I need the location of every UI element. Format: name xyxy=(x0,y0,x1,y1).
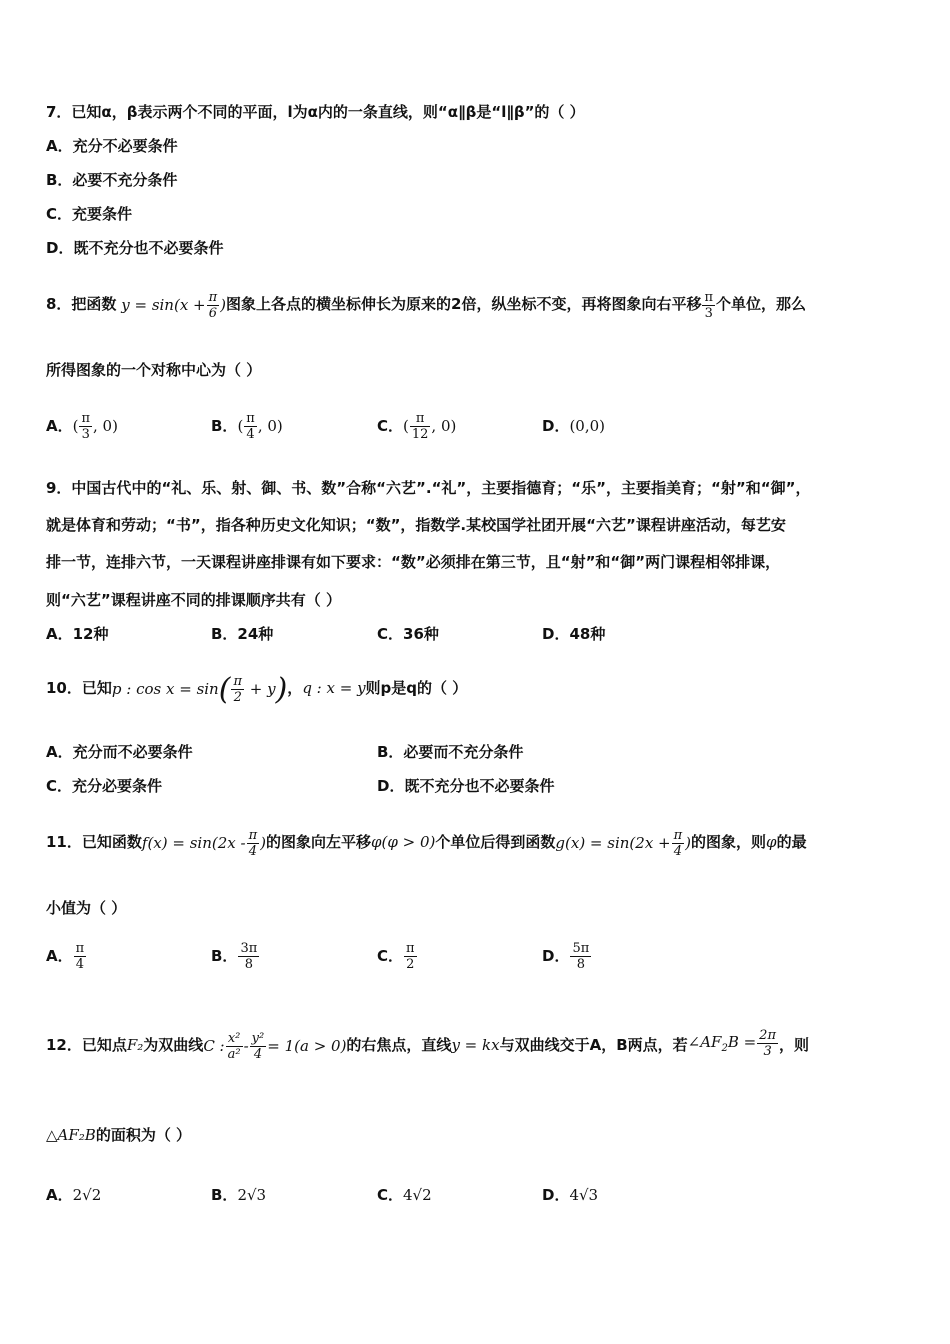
q8-text2: 个单位，那么 xyxy=(716,295,807,313)
q10-option-c[interactable]: C．充分必要条件 xyxy=(46,777,163,795)
q10-option-d[interactable]: D．既不充分也不必要条件 xyxy=(377,777,555,795)
q11-g: g(x) = sin(2x + $\frac{\pi}{4}$ ) xyxy=(555,828,692,859)
q12-curve: C : $\frac{\text{x²}}{\text{a²}}$ - $\frac{\text{y²}}{4}$ = 1(a > 0) xyxy=(203,1031,347,1062)
q9-option-d[interactable]: D．48种 xyxy=(542,625,606,643)
q9-line-4: 则“六艺”课程讲座不同的排课顺序共有（ ） xyxy=(46,591,341,609)
q8-shift: $\frac{\pi}{3}$ xyxy=(704,289,714,321)
q12-tri: △AF₂B xyxy=(46,1126,96,1144)
q8-stem xyxy=(46,284,806,325)
q12-f2: F₂ xyxy=(126,1036,144,1054)
q8-option-d[interactable]: D．(0,0) xyxy=(542,417,606,435)
q7-option-a[interactable]: A．充分不必要条件 xyxy=(46,137,178,155)
q9-option-c[interactable]: C．36种 xyxy=(377,625,439,643)
q10-q: q : x = y xyxy=(302,679,366,697)
q8-num: 8．把函数 xyxy=(46,295,117,313)
q8-option-a[interactable]: A．( $\frac{\pi}{3}$ , 0) xyxy=(46,411,118,442)
q8-func: y = sin(x + $\frac{\pi}{6}$ ) xyxy=(121,290,227,321)
q11-option-a[interactable]: A． $\frac{\pi}{4}$ xyxy=(46,941,85,972)
q11-line2: 小值为（ ） xyxy=(46,899,127,917)
q8-option-c[interactable]: C．( $\frac{\pi}{12}$ , 0) xyxy=(377,411,457,442)
q11-phi: φ(φ > 0) xyxy=(371,833,436,851)
q10-stem: 10．已知p : cos x = sin( $\frac{\pi}{2}$ + y)，q : x = y则p是q的（ ） xyxy=(46,671,468,707)
q9-line-1: 9．中国古代中的“礼、乐、射、御、书、数”合称“六艺”.“礼”，主要指德育；“乐”，主要指美育；“射”和“御”， xyxy=(46,479,811,497)
q7-stem: 7．已知α，β表示两个不同的平面，l为α内的一条直线，则“α∥β是“l∥β”的（ ） xyxy=(46,103,585,121)
q7-option-c[interactable]: C．充要条件 xyxy=(46,205,133,223)
q9-line-3: 排一节，连排六节，一天课程讲座排课有如下要求：“数”必须排在第三节，且“射”和“御”两门课程相邻排课， xyxy=(46,553,781,571)
q11-f: f(x) = sin(2x - $\frac{\pi}{4}$ ) xyxy=(141,828,266,859)
q7-option-b[interactable]: B．必要不充分条件 xyxy=(46,171,178,189)
q12-option-a[interactable]: A．2√2 xyxy=(46,1186,102,1204)
q8-text1: 图象上各点的横坐标伸长为原来的2倍，纵坐标不变，再将图象向右平移 xyxy=(226,295,702,313)
q11-option-d[interactable]: D． $\frac{5\pi}{8}$ xyxy=(542,941,590,972)
q12-line: y = kx xyxy=(451,1036,500,1054)
q10-p: p : cos x = sin( $\frac{\pi}{2}$ + y) xyxy=(111,671,288,707)
q12-option-d[interactable]: D．4√3 xyxy=(542,1186,599,1204)
q10-option-a[interactable]: A．充分而不必要条件 xyxy=(46,743,193,761)
q9-option-a[interactable]: A．12种 xyxy=(46,625,109,643)
q12-stem: 12．已知点F₂为双曲线C : $\frac{\text{x²}}{\text{a²}}$ - $\frac{\text{y²}}{4}$ = 1(a > 0)的右焦点，直线y = kx与双曲线交于A，B两点，若$\angle AF_2B$ = $\frac{2\pi}{3}$ ，则 xyxy=(46,1027,810,1062)
q12-option-b[interactable]: B．2√3 xyxy=(211,1186,267,1204)
q9-option-b[interactable]: B．24种 xyxy=(211,625,274,643)
q7-option-d[interactable]: D．既不充分也不必要条件 xyxy=(46,239,224,257)
q12-line2: △AF₂B的面积为（ ） xyxy=(46,1126,192,1144)
q8-line2: 所得图象的一个对称中心为（ ） xyxy=(46,361,262,379)
q9-line-2: 就是体育和劳动；“书”，指各种历史文化知识；“数”，指数学.某校国学社团开展“六艺”课程讲座活动，每艺安 xyxy=(46,516,786,534)
q8-option-b[interactable]: B．( $\frac{\pi}{4}$ , 0) xyxy=(211,411,283,442)
q12-option-c[interactable]: C．4√2 xyxy=(377,1186,432,1204)
q11-option-c[interactable]: C． $\frac{\pi}{2}$ xyxy=(377,941,415,972)
q11-stem: 11．已知函数f(x) = sin(2x - $\frac{\pi}{4}$ )的图象向左平移φ(φ > 0)个单位后得到函数g(x) = sin(2x + $\frac{\pi}{4}$ )的图象，则φ的最 xyxy=(46,828,807,859)
q12-angle: $\angle AF_2B$ = $\frac{2\pi}{3}$ xyxy=(687,1027,776,1059)
q10-option-b[interactable]: B．必要而不充分条件 xyxy=(377,743,524,761)
q11-option-b[interactable]: B． $\frac{3\pi}{8}$ xyxy=(211,941,258,972)
